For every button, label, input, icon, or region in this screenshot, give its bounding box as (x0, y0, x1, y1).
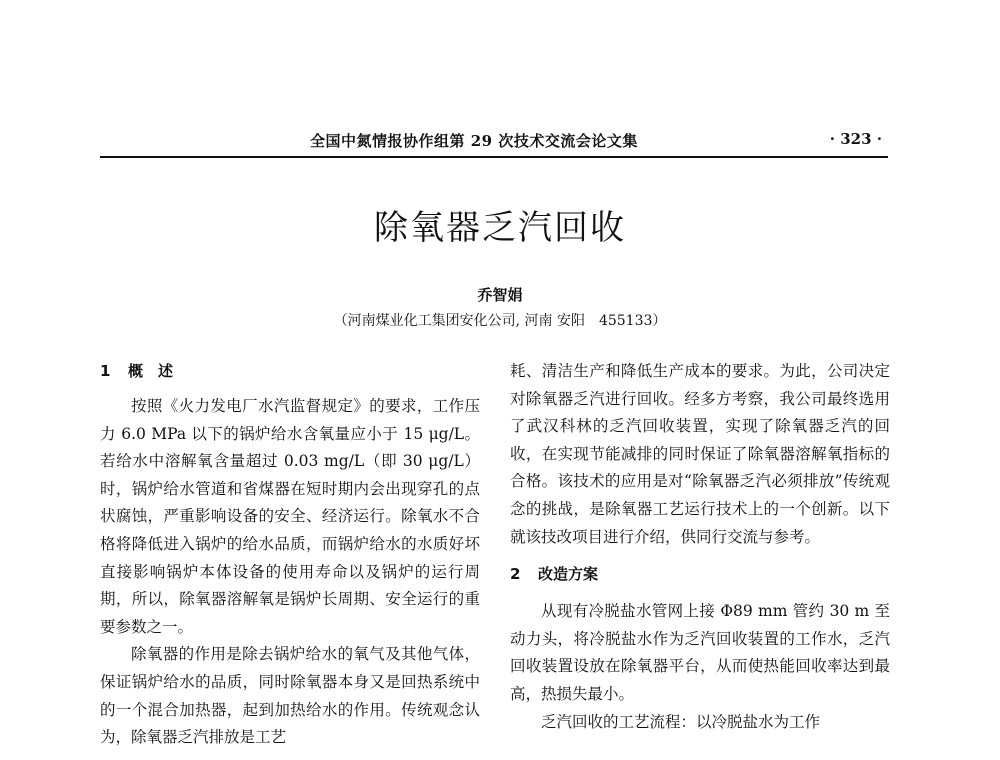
section-number: 2 (510, 565, 521, 584)
section-title: 改造方案 (538, 565, 599, 584)
section-heading-1 (100, 358, 480, 385)
author-name: 乔智娟 (477, 286, 523, 304)
article-title: 除氧器乏汽回收 (374, 208, 626, 248)
running-header (100, 130, 888, 156)
paragraph: 按照《火力发电厂水汽监督规定》的要求，工作压力 6.0 MPa 以下的锅炉给水含氧量应小于 15 μg/L。若给水中溶解氧含量超过 0.03 mg/L（即 30 μg/L）时，锅炉给水管道和省煤器在短时期内会出现穿孔的点状腐蚀，严重影响设备的安全、经济运行。除氧水不合格将降低进入锅炉的给水品质，而锅炉给水的水质好坏直接影响锅炉本体设备的使用寿命以及锅炉的运行周期，所以，除氧器溶解氧是锅炉长周期、安全运行的重要参数之一。 (100, 397, 480, 636)
page-number: · 323 · (829, 130, 882, 148)
paragraph: 除氧器的作用是除去锅炉给水的氧气及其他气体，保证锅炉给水的品质，同时除氧器本身又是回热系统中的一个混合加热器，起到加热给水的作用。传统观念认为，除氧器乏汽排放是工艺 (100, 645, 480, 747)
author-affiliation: （河南煤业化工集团安化公司, 河南 安阳 455133） (333, 313, 667, 329)
journal-name: 全国中氮情报协作组第 29 次技术交流会论文集 (310, 132, 638, 150)
right-column (510, 358, 890, 736)
left-column (100, 358, 480, 752)
section-heading-2 (510, 561, 890, 588)
section-number: 1 (100, 362, 111, 380)
paragraph: 从现有冷脱盐水管网上接 Φ89 mm 管约 30 m 至动力头，将冷脱盐水作为乏汽回收装置的工作水，乏汽回收装置设放在除氧器平台，从而使热能回收率达到最高，热损失最小。 (510, 602, 890, 703)
paragraph: 乏汽回收的工艺流程：以冷脱盐水为工作 (541, 712, 821, 731)
section-title: 概 述 (128, 362, 174, 380)
paragraph-continuation: 耗、清洁生产和降低生产成本的要求。为此，公司决定对除氧器乏汽进行回收。经多方考察，我公司最终选用了武汉科林的乏汽回收装置，实现了除氧器乏汽的回收，在实现节能减排的同时保证了除氧器溶解氧指标的合格。该技术的应用是对“除氧器乏汽必须排放”传统观念的挑战，是除氧器工艺运行技术上的一个创新。以下就该技改项目进行介绍，供同行交流与参考。 (510, 362, 890, 546)
header-rule (100, 156, 888, 158)
